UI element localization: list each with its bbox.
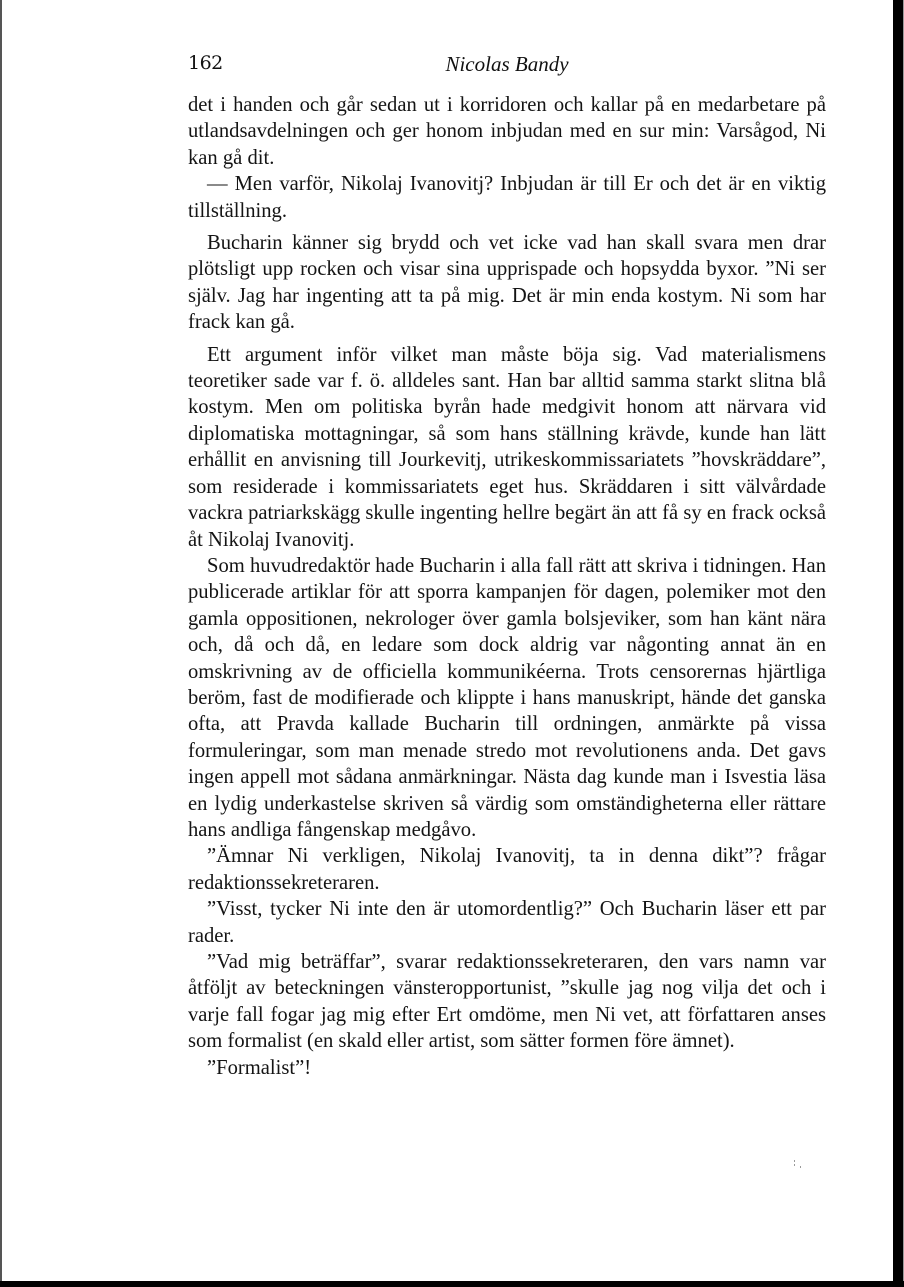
body-text xyxy=(188,92,826,1081)
paragraph: — Men varför, Nikolaj Ivanovitj? Inbjudan är till Er och det är en viktig tillställning. xyxy=(188,173,826,222)
page-number: 162 xyxy=(188,52,223,74)
paragraph-continued: det i handen och går sedan ut i korridoren och kallar på en medarbetare på utlandsavdelningen och ger honom inbjudan med en sur min: Varsågod, Ni kan gå dit. xyxy=(188,94,826,169)
paragraph: Ett argument inför vilket man måste böja sig. Vad materialismens teoretiker sade var f. ö. alldeles sant. Han bar alltid samma starkt slitna blå kostym. Men om politiska byrån hade medgivit honom att närvara vid diplomatiska mottagningar, så som hans ställning krävde, kunde han lätt erhållit en anvisning till Jourkevitj, utrikeskommissariatets ”hovskräddare”, som residerade i kommissariatets eget hus. Skräddaren i sitt välvårdade vackra patriarkskägg skulle ingenting hellre begärt än att få sy en frack också åt Nikolaj Ivanovitj. xyxy=(188,343,826,551)
running-title: Nicolas Bandy xyxy=(445,52,569,76)
paragraph: ”Formalist”! xyxy=(207,1056,312,1079)
paragraph: Som huvudredaktör hade Bucharin i alla fall rätt att skriva i tidningen. Han publicerade artiklar för att sporra kampanjen för dagen, polemiker mot den gamla oppositionen, nekrologer över gamla bolsjeviker, som han känt nära och, då och då, en ledare som dock aldrig var någonting annat än en omskrivning av de officiella kommunikéerna. Trots censorernas hjärtliga beröm, fast de modifierade och klippte i hans manuskript, hände det ganska ofta, att Pravda kallade Bucharin till ordningen, anmärkte på vissa formuleringar, som man menade stredo mot revolutionens anda. Det gavs ingen appell mot sådana anmärkningar. Nästa dag kunde man i Isvestia läsa en lydig underkastelse skriven så värdig som omständigheterna eller rättare hans andliga fångenskap medgåvo. xyxy=(188,554,826,841)
paragraph: ”Vad mig beträffar”, svarar redaktionssekreteraren, den vars namn var åtföljt av beteckningen vänsteropportunist, ”skulle jag nog vilja det och i varje fall fogar jag mig efter Ert omdöme, men Ni vet, att författaren anses som formalist (en skald eller artist, som sätter formen före ämnet). xyxy=(188,951,826,1053)
paragraph: ”Ämnar Ni verkligen, Nikolaj Ivanovitj, ta in denna dikt”? frågar redaktionssekreteraren. xyxy=(188,845,826,894)
scan-edge-bottom xyxy=(0,1281,904,1287)
running-head xyxy=(188,52,826,80)
paragraph: ”Visst, tycker Ni inte den är utomordentlig?” Och Bucharin läser ett par rader. xyxy=(188,898,826,947)
scan-specks xyxy=(793,1160,801,1170)
scan-edge-right xyxy=(893,0,903,1287)
paragraph: Bucharin känner sig brydd och vet icke vad han skall svara men drar plötsligt upp rocken och visar sina upprispade och hopsydda byxor. ”Ni ser själv. Jag har ingenting att ta på mig. Det är min enda kostym. Ni som har frack kan gå. xyxy=(188,232,826,334)
